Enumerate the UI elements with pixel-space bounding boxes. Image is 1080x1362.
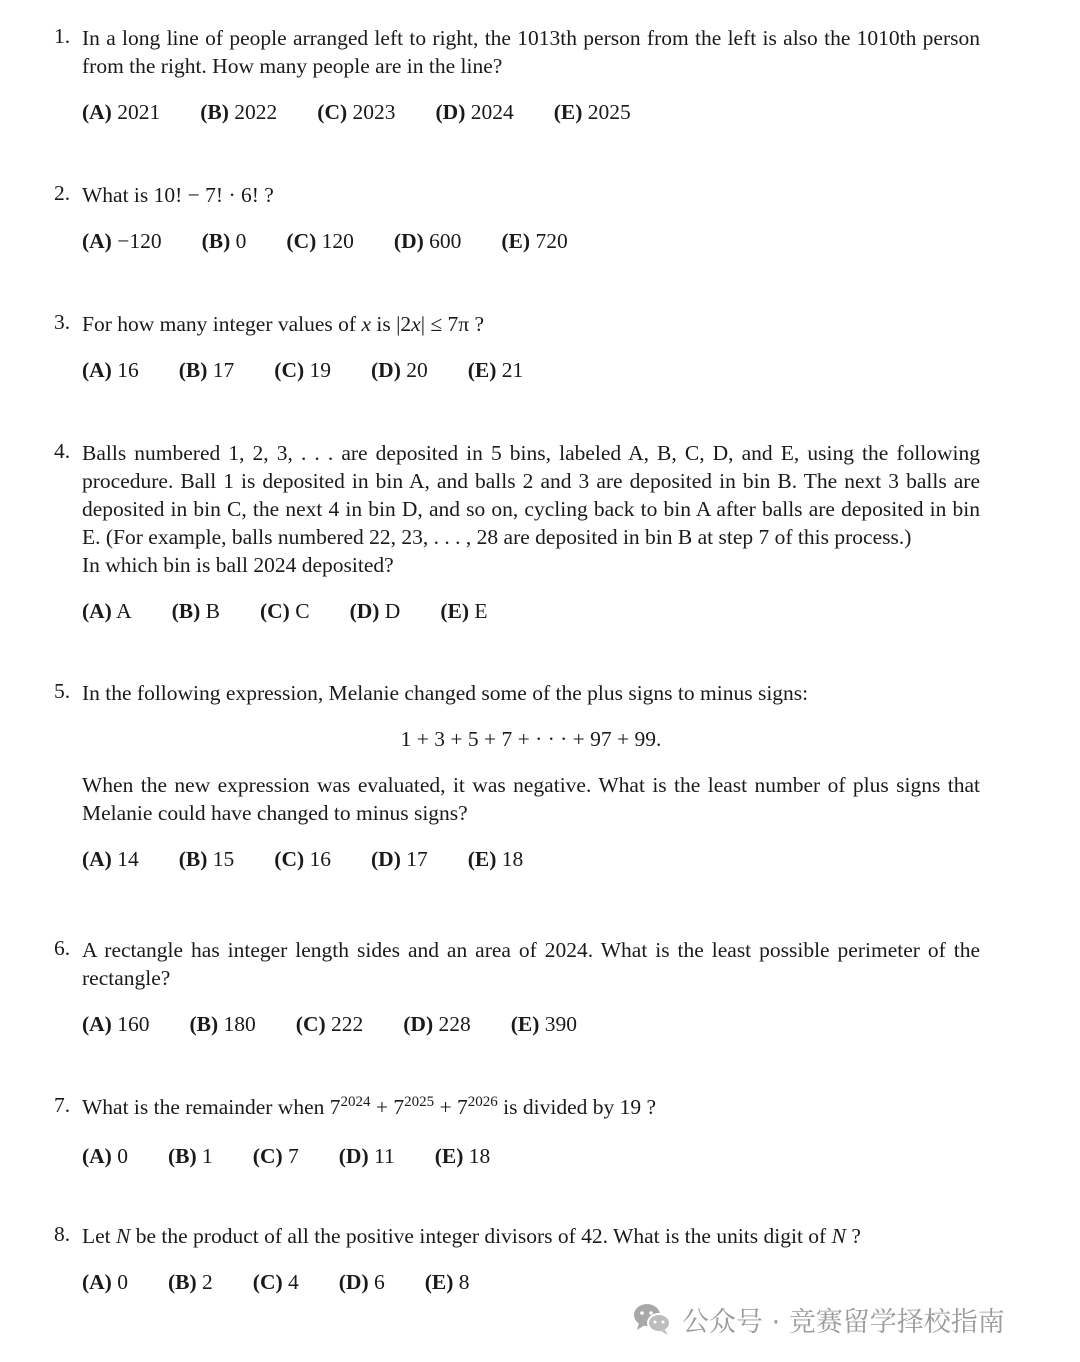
problem-question: In which bin is ball 2024 deposited?	[82, 553, 394, 577]
problem-stem: A rectangle has integer length sides and an area of 2024. What is the least possible perimeter of the rectangle?	[82, 938, 980, 990]
problem-stem: In the following expression, Melanie changed some of the plus signs to minus signs:	[82, 681, 809, 705]
problem-number: 5.	[54, 679, 71, 703]
problem-number: 7.	[54, 1093, 71, 1117]
choice-d: (D) 17	[371, 847, 428, 871]
choice-e: (E) 21	[467, 358, 524, 382]
choice-e: (E) 390	[510, 1012, 578, 1036]
problem-stem: Balls numbered 1, 2, 3, . . . are deposited in 5 bins, labeled A, B, C, D, and E, using the following procedure. Ball 1 is deposited in bin A, and balls 2 and 3 are deposited in bin B. The next 3 balls are deposited in bin C, the next 4 in bin D, and so on, cycling back to bin A after balls are deposited in bin E. (For example, balls numbered 22, 23, . . . , 28 are deposited in bin B at step 7 of this process.)	[82, 441, 980, 549]
answer-choices	[82, 98, 980, 126]
answer-choices	[82, 1268, 980, 1296]
choice-a: (A) 0	[82, 1144, 128, 1168]
choice-a: (A) 0	[82, 1270, 128, 1294]
choice-b: (B) 2022	[200, 100, 278, 124]
choice-a: (A) 14	[82, 847, 139, 871]
problem-2	[54, 181, 980, 255]
choice-e: (E) 18	[434, 1144, 491, 1168]
choice-e: (E) 18	[467, 847, 524, 871]
problem-3	[54, 310, 980, 384]
problem-5	[54, 679, 980, 873]
choice-d: (D) 20	[371, 358, 428, 382]
choice-b: (B) 0	[201, 229, 247, 253]
problem-number: 3.	[54, 310, 71, 334]
answer-choices	[82, 597, 980, 625]
answer-choices	[82, 1142, 980, 1170]
problem-8	[54, 1222, 980, 1296]
problem-number: 4.	[54, 439, 71, 463]
watermark	[632, 1301, 1005, 1337]
choice-c: (C) 16	[274, 847, 332, 871]
choice-b: (B) 2	[167, 1270, 213, 1294]
answer-choices	[82, 1010, 980, 1038]
choice-d: (D) 6	[338, 1270, 385, 1294]
problem-number: 6.	[54, 936, 71, 960]
choice-b: (B) 15	[178, 847, 235, 871]
answer-choices	[82, 227, 980, 255]
choice-e: (E) 8	[424, 1270, 470, 1294]
problem-4	[54, 439, 980, 625]
problem-stem: Let N be the product of all the positive integer divisors of 42. What is the units digit of N ?	[82, 1224, 861, 1248]
choice-a: (A) −120	[82, 229, 162, 253]
choice-d: (D) 2024	[435, 100, 514, 124]
choice-c: (C) 4	[252, 1270, 299, 1294]
problem-number: 2.	[54, 181, 71, 205]
problem-7	[54, 1093, 980, 1170]
answer-choices	[82, 356, 980, 384]
wechat-icon	[632, 1302, 672, 1336]
problem-stem: In a long line of people arranged left to right, the 1013th person from the left is also the 1010th person from the right. How many people are in the line?	[82, 26, 980, 78]
choice-b: (B) 1	[167, 1144, 213, 1168]
choice-d: (D) D	[349, 599, 401, 623]
choice-c: (C) 120	[286, 229, 354, 253]
choice-c: (C) 2023	[317, 100, 396, 124]
choice-b: (B) 17	[178, 358, 235, 382]
problem-question: When the new expression was evaluated, it was negative. What is the least number of plus signs that Melanie could have changed to minus signs?	[82, 773, 980, 825]
choice-d: (D) 11	[338, 1144, 395, 1168]
problem-1	[54, 24, 980, 126]
problem-stem: What is 10! − 7! · 6! ?	[82, 183, 274, 207]
choice-c: (C) C	[259, 599, 310, 623]
choice-e: (E) 720	[501, 229, 568, 253]
choice-a: (A) 16	[82, 358, 139, 382]
watermark-text: 公众号 · 竞赛留学择校指南	[682, 1306, 1005, 1338]
problem-stem: For how many integer values of x is |2x| ≤ 7π ?	[82, 312, 485, 336]
display-expression: 1 + 3 + 5 + 7 + · · · + 97 + 99.	[400, 727, 662, 751]
choice-d: (D) 228	[403, 1012, 471, 1036]
choice-c: (C) 7	[252, 1144, 299, 1168]
problem-number: 8.	[54, 1222, 71, 1246]
choice-b: (B) 180	[189, 1012, 256, 1036]
choice-a: (A) 2021	[82, 100, 161, 124]
choice-d: (D) 600	[393, 229, 462, 253]
answer-choices	[82, 845, 980, 873]
choice-c: (C) 222	[295, 1012, 364, 1036]
problem-number: 1.	[54, 24, 71, 48]
choice-a: (A) 160	[82, 1012, 150, 1036]
choice-e: (E) 2025	[553, 100, 631, 124]
problem-stem: What is the remainder when $7^{2024} + 7^{2025} + 7^{2026}$ is divided by 19 ?	[82, 1094, 657, 1119]
problem-6	[54, 936, 980, 1038]
choice-a: (A) A	[82, 599, 132, 623]
choice-b: (B) B	[171, 599, 220, 623]
choice-c: (C) 19	[274, 358, 332, 382]
choice-e: (E) E	[440, 599, 488, 623]
